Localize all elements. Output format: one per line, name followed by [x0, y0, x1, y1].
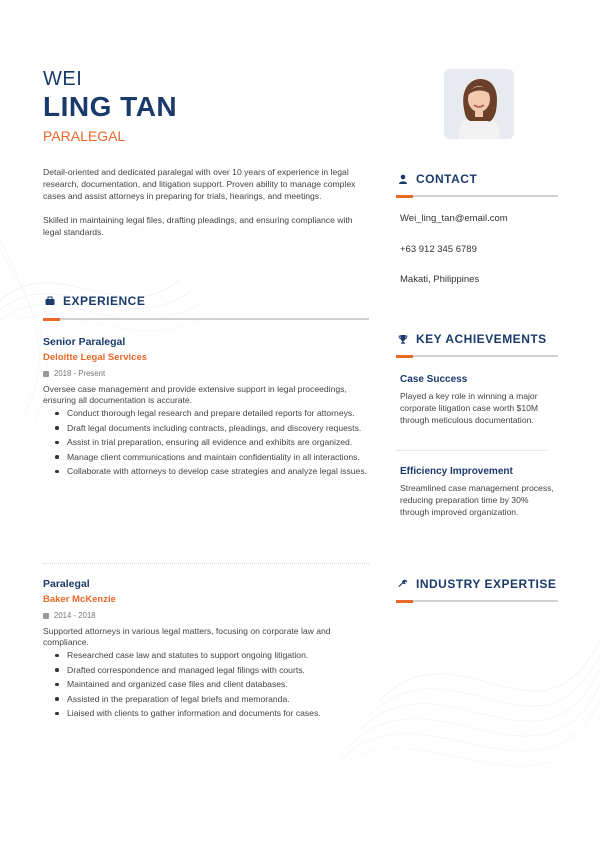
- summary-paragraph: Skilled in maintaining legal files, drafting pleadings, and ensuring compliance with legal standards.: [43, 215, 353, 237]
- first-name: WEI: [43, 68, 83, 90]
- summary-paragraph: Detail-oriented and dedicated paralegal with over 10 years of experience in legal research, documentation, and litigation support. Proven ability to manage complex cases and assist attorneys in preparing for trials, hearings, and meetings.: [43, 167, 356, 201]
- person-icon: [398, 174, 408, 184]
- wrench-icon: [398, 579, 408, 589]
- expertise-divider: [396, 600, 558, 602]
- job-bullet: Assist in trial preparation, ensuring all evidence and exhibits are organized.: [43, 437, 369, 448]
- contact-phone[interactable]: +63 912 345 6789: [400, 244, 477, 255]
- job-bullet: Drafted correspondence and managed legal filings with courts.: [43, 665, 369, 676]
- job-dates: [43, 369, 369, 378]
- achievement-text: Played a key role in winning a major corporate litigation case worth $10M through meticulous documentation.: [400, 391, 539, 425]
- contact-email[interactable]: Wei_ling_tan@email.com: [400, 213, 508, 224]
- job-role: Paralegal: [43, 578, 90, 590]
- experience-entry: [43, 578, 369, 723]
- achievement-title: Case Success: [400, 374, 468, 385]
- job-company: Deloitte Legal Services: [43, 352, 148, 363]
- briefcase-icon: [45, 296, 55, 306]
- expertise-heading: [398, 577, 556, 591]
- calendar-icon: [43, 371, 49, 377]
- summary: [43, 166, 371, 250]
- job-bullet-list: [43, 408, 369, 477]
- achievements-divider: [396, 355, 558, 357]
- trophy-icon: [398, 334, 408, 344]
- contact-location: Makati, Philippines: [400, 274, 480, 285]
- job-bullet: Assisted in the preparation of legal briefs and memoranda.: [43, 694, 369, 705]
- experience-separator: [43, 563, 369, 564]
- job-bullet-list: [43, 650, 369, 719]
- contact-divider: [396, 195, 558, 197]
- job-bullet: Draft legal documents including contracts, pleadings, and discovery requests.: [43, 423, 369, 434]
- profile-photo: [444, 69, 514, 139]
- job-company: Baker McKenzie: [43, 594, 116, 605]
- last-name: LING TAN: [43, 91, 178, 122]
- achievement-title: Efficiency Improvement: [400, 466, 513, 477]
- job-dates: [43, 611, 369, 620]
- achievement-separator: [396, 450, 548, 451]
- experience-divider: [43, 318, 369, 320]
- contact-heading-label: CONTACT: [416, 172, 478, 186]
- contact-heading: [398, 172, 477, 186]
- job-bullet: Conduct thorough legal research and prepare detailed reports for attorneys.: [43, 408, 369, 419]
- experience-heading: [45, 294, 145, 308]
- expertise-heading-label: INDUSTRY EXPERTISE: [416, 577, 557, 591]
- achievement-text: Streamlined case management process, reducing preparation time by 30% through improved organization.: [400, 483, 554, 517]
- achievements-heading-label: KEY ACHIEVEMENTS: [416, 332, 547, 346]
- job-title: PARALEGAL: [43, 128, 126, 144]
- experience-heading-label: EXPERIENCE: [63, 294, 146, 308]
- job-bullet: Liaised with clients to gather information and documents for cases.: [43, 708, 369, 719]
- experience-entry: [43, 336, 369, 481]
- calendar-icon: [43, 613, 49, 619]
- job-description: Oversee case management and provide extensive support in legal proceedings, ensuring all documentation is accurate.: [43, 384, 347, 405]
- job-dates-text: 2018 - Present: [54, 369, 106, 378]
- job-bullet: Researched case law and statutes to support ongoing litigation.: [43, 650, 369, 661]
- job-description: Supported attorneys in various legal matters, focusing on corporate law and compliance.: [43, 626, 331, 647]
- job-role: Senior Paralegal: [43, 336, 126, 348]
- job-bullet: Maintained and organized case files and client databases.: [43, 679, 369, 690]
- job-dates-text: 2014 - 2018: [54, 611, 96, 620]
- job-bullet: Manage client communications and maintain confidentiality in all interactions.: [43, 452, 369, 463]
- achievements-heading: [398, 332, 547, 346]
- job-bullet: Collaborate with attorneys to develop case strategies and analyze legal issues.: [43, 466, 369, 477]
- portrait-photo-icon: [444, 69, 514, 139]
